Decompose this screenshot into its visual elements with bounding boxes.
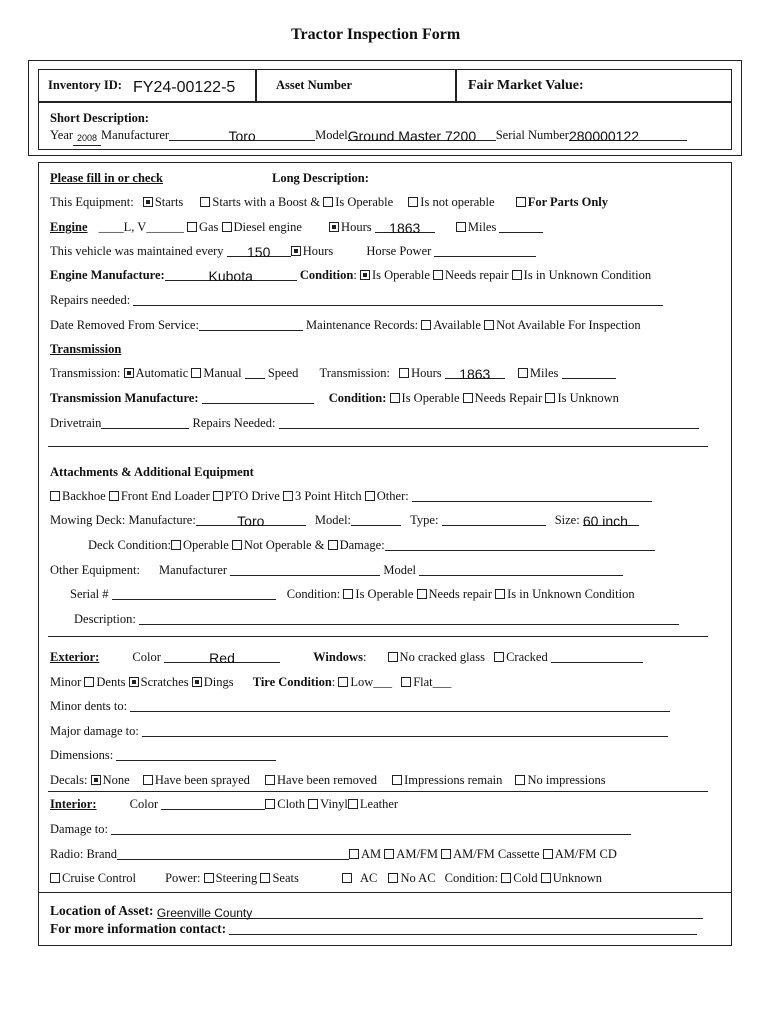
trans-hours-label: Hours bbox=[411, 366, 442, 380]
interior-condition-label: Condition: bbox=[444, 871, 499, 885]
inventory-value[interactable]: FY24-00122-5 bbox=[133, 79, 236, 96]
starts-checkbox[interactable] bbox=[143, 197, 153, 207]
starts-label: Starts bbox=[154, 195, 184, 209]
not-available-checkbox[interactable] bbox=[484, 320, 494, 330]
engine-manufacturer-value[interactable]: Kubota bbox=[165, 268, 297, 281]
engine-unknown-checkbox[interactable] bbox=[512, 270, 522, 280]
ac-checkbox[interactable] bbox=[342, 873, 352, 883]
other-manufacturer-input[interactable] bbox=[230, 563, 380, 576]
speed-input[interactable] bbox=[245, 366, 265, 379]
deck-type-input[interactable] bbox=[442, 513, 546, 526]
front-loader-label: Front End Loader bbox=[120, 489, 210, 503]
decals-row bbox=[50, 773, 606, 788]
attachments-heading: Attachments & Additional Equipment bbox=[50, 465, 254, 479]
radio-label: Radio: Brand bbox=[50, 847, 118, 861]
other-model-label: Model bbox=[383, 563, 416, 577]
trans-unknown-checkbox[interactable] bbox=[545, 393, 555, 403]
maintained-value[interactable]: 150 bbox=[227, 244, 291, 257]
boost-label: Starts with a Boost & bbox=[212, 195, 321, 209]
minor-label: Minor bbox=[50, 675, 82, 689]
exterior-color-label: Color bbox=[132, 650, 161, 664]
interior-row bbox=[50, 797, 398, 812]
no-impressions-label: No impressions bbox=[527, 773, 606, 787]
automatic-label: Automatic bbox=[135, 366, 189, 380]
amfm-cassette-label: AM/FM Cassette bbox=[453, 847, 540, 861]
dings-checkbox[interactable] bbox=[192, 677, 202, 687]
unknown-label: Unknown bbox=[552, 871, 603, 885]
impressions-remain-checkbox[interactable] bbox=[392, 775, 402, 785]
parts-only-label: For Parts Only bbox=[527, 195, 609, 209]
transmission-manufacturer-label: Transmission Manufacture: bbox=[50, 391, 199, 405]
engine-miles-checkbox[interactable] bbox=[456, 222, 466, 232]
diesel-checkbox[interactable] bbox=[222, 222, 232, 232]
deck-condition-row bbox=[88, 538, 655, 553]
section-divider-2 bbox=[48, 636, 708, 637]
am-label: AM bbox=[361, 847, 382, 861]
fmv-label: Fair Market Value: bbox=[468, 78, 584, 93]
other-input[interactable] bbox=[412, 489, 652, 502]
deck-model-input[interactable] bbox=[351, 513, 401, 526]
engine-hours-value[interactable]: 1863 bbox=[375, 220, 435, 233]
engine-row bbox=[50, 220, 543, 235]
pto-label: PTO Drive bbox=[224, 489, 280, 503]
flat-checkbox[interactable] bbox=[401, 677, 411, 687]
minor-dents-label: Minor dents to: bbox=[50, 699, 128, 713]
major-damage-label: Major damage to: bbox=[50, 724, 139, 738]
engine-needs-repair-label: Needs repair bbox=[445, 268, 509, 282]
cold-checkbox[interactable] bbox=[501, 873, 511, 883]
drivetrain-row bbox=[50, 416, 699, 431]
deck-type-label: Type: bbox=[410, 513, 439, 527]
serial-value[interactable]: 280000122 bbox=[569, 128, 687, 141]
model-value[interactable]: Ground Master 7200 bbox=[348, 128, 496, 141]
date-removed-input[interactable] bbox=[199, 318, 303, 331]
engine-unknown-label: Is in Unknown Condition bbox=[523, 268, 652, 282]
cracked-checkbox[interactable] bbox=[494, 652, 504, 662]
backhoe-checkbox[interactable] bbox=[50, 491, 60, 501]
asset-label: Asset Number bbox=[276, 78, 353, 92]
short-desc-row bbox=[50, 128, 687, 146]
other-unknown-checkbox[interactable] bbox=[495, 589, 505, 599]
cold-label: Cold bbox=[513, 871, 538, 885]
maint-hours-label: Hours bbox=[302, 244, 334, 258]
vinyl-label: Vinyl bbox=[320, 797, 348, 811]
not-available-label: Not Available For Inspection bbox=[496, 318, 641, 332]
engine-hours-checkbox[interactable] bbox=[329, 222, 339, 232]
amfm-checkbox[interactable] bbox=[384, 849, 394, 859]
three-point-label: 3 Point Hitch bbox=[294, 489, 362, 503]
transmission-condition-label: Condition: bbox=[328, 391, 387, 405]
date-removed-label: Date Removed From Service: bbox=[50, 318, 199, 332]
interior-color-input[interactable] bbox=[161, 797, 265, 810]
removed-label: Have been removed bbox=[277, 773, 377, 787]
damage-row bbox=[50, 822, 631, 837]
other-operable-label: Is Operable bbox=[355, 587, 414, 601]
deck-damage-label: Damage: bbox=[339, 538, 385, 552]
manual-checkbox[interactable] bbox=[191, 368, 201, 378]
other-equipment-label: Other Equipment: bbox=[50, 563, 140, 577]
horse-power-input[interactable] bbox=[434, 244, 536, 257]
low-checkbox[interactable] bbox=[338, 677, 348, 687]
model-label: Model bbox=[315, 128, 348, 142]
trans-needs-repair-checkbox[interactable] bbox=[463, 393, 473, 403]
short-desc-label: Short Description: bbox=[50, 111, 149, 125]
dents-label: Dents bbox=[96, 675, 126, 689]
engine-miles-input[interactable] bbox=[499, 220, 543, 233]
location-label: Location of Asset: bbox=[50, 903, 154, 918]
leather-checkbox[interactable] bbox=[348, 799, 358, 809]
other-serial-input[interactable] bbox=[112, 587, 276, 600]
amfm-label: AM/FM bbox=[396, 847, 438, 861]
transmission-row bbox=[50, 366, 616, 381]
other-description-input[interactable] bbox=[139, 612, 679, 625]
boost-checkbox[interactable] bbox=[200, 197, 210, 207]
vinyl-checkbox[interactable] bbox=[308, 799, 318, 809]
tire-condition-label: Tire Condition bbox=[252, 675, 332, 689]
interior-damage-label: Damage to: bbox=[50, 822, 108, 836]
dimensions-label: Dimensions: bbox=[50, 748, 114, 762]
maint-hours-checkbox[interactable] bbox=[291, 246, 301, 256]
engine-manufacturer-row: Engine Manufacture: Kubota Condition: Is Operable Needs repair Is in Unknown Condition bbox=[50, 268, 652, 284]
section-divider-3 bbox=[48, 791, 708, 792]
deck-not-operable-checkbox[interactable] bbox=[232, 540, 242, 550]
trans-repairs-label: Repairs Needed: bbox=[192, 416, 276, 430]
decals-none-label: None bbox=[102, 773, 130, 787]
dents-checkbox[interactable] bbox=[84, 677, 94, 687]
gas-label: Gas bbox=[198, 220, 219, 234]
parts-only-checkbox[interactable] bbox=[516, 197, 526, 207]
trans-miles-label: Miles bbox=[529, 366, 559, 380]
flat-label: Flat___ bbox=[413, 675, 452, 689]
other-needs-repair-label: Needs repair bbox=[428, 587, 493, 601]
removed-checkbox[interactable] bbox=[265, 775, 275, 785]
inventory-label: Inventory ID: bbox=[48, 78, 122, 92]
seats-checkbox[interactable] bbox=[260, 873, 270, 883]
decals-none-checkbox[interactable] bbox=[91, 775, 101, 785]
trans-hours-checkbox[interactable] bbox=[399, 368, 409, 378]
amfm-cassette-checkbox[interactable] bbox=[441, 849, 451, 859]
diesel-label: Diesel engine bbox=[233, 220, 302, 234]
trans-operable-checkbox[interactable] bbox=[390, 393, 400, 403]
backhoe-label: Backhoe bbox=[62, 489, 106, 503]
mowing-deck-row bbox=[50, 513, 639, 528]
year-value[interactable]: 2008 bbox=[73, 133, 101, 146]
drivetrain-label: Drivetrain bbox=[50, 416, 102, 430]
sprayed-label: Have been sprayed bbox=[154, 773, 250, 787]
cracked-input[interactable] bbox=[551, 650, 643, 663]
year-label: Year bbox=[50, 128, 74, 142]
impressions-remain-label: Impressions remain bbox=[404, 773, 503, 787]
trans-needs-repair-label: Needs Repair bbox=[474, 391, 543, 405]
deck-size-label: Size: bbox=[554, 513, 580, 527]
am-checkbox[interactable] bbox=[349, 849, 359, 859]
deck-condition-label: Deck Condition: bbox=[88, 538, 171, 552]
trans-hours-value[interactable]: 1863 bbox=[445, 366, 505, 379]
low-label: Low___ bbox=[350, 675, 393, 689]
other-description-label: Description: bbox=[74, 612, 136, 626]
manufacturer-value[interactable]: Toro bbox=[169, 128, 315, 141]
interior-heading: Interior: bbox=[50, 797, 97, 811]
deck-operable-label: Operable bbox=[182, 538, 229, 552]
contact-input[interactable] bbox=[229, 922, 697, 935]
manual-label: Manual bbox=[203, 366, 242, 380]
three-point-checkbox[interactable] bbox=[283, 491, 293, 501]
not-operable-checkbox[interactable] bbox=[408, 197, 418, 207]
deck-not-operable-label: Not Operable & bbox=[243, 538, 325, 552]
amfm-cd-checkbox[interactable] bbox=[543, 849, 553, 859]
operable-label: Is Operable bbox=[335, 195, 394, 209]
repairs-label: Repairs needed: bbox=[50, 293, 131, 307]
cracked-label: Cracked bbox=[506, 650, 548, 664]
gas-checkbox[interactable] bbox=[187, 222, 197, 232]
engine-condition-label: Condition bbox=[299, 268, 354, 282]
page-title: Tractor Inspection Form bbox=[291, 26, 461, 43]
other-model-input[interactable] bbox=[419, 563, 623, 576]
minor-dents-input[interactable] bbox=[130, 699, 670, 712]
available-checkbox[interactable] bbox=[421, 320, 431, 330]
engine-manufacturer-label: Engine Manufacture: bbox=[50, 268, 165, 282]
transmission-label-2: Transmission: bbox=[319, 366, 390, 380]
engine-lv: ____L, V______ bbox=[98, 220, 184, 234]
pto-checkbox[interactable] bbox=[213, 491, 223, 501]
available-label: Available bbox=[433, 318, 481, 332]
power-label: Power: bbox=[165, 871, 201, 885]
section-divider bbox=[48, 446, 708, 447]
no-ac-checkbox[interactable] bbox=[388, 873, 398, 883]
dimensions-input[interactable] bbox=[116, 748, 276, 761]
scratches-checkbox[interactable] bbox=[129, 677, 139, 687]
fill-label: Please fill in or check bbox=[50, 171, 163, 185]
no-ac-label: No AC bbox=[400, 871, 436, 885]
speed-label: Speed bbox=[267, 366, 299, 380]
engine-hours-label: Hours bbox=[341, 220, 372, 234]
trans-miles-checkbox[interactable] bbox=[518, 368, 528, 378]
deck-operable-checkbox[interactable] bbox=[171, 540, 181, 550]
footer-divider bbox=[38, 892, 732, 893]
other-condition-label: Condition: bbox=[286, 587, 341, 601]
radio-input[interactable] bbox=[117, 847, 349, 860]
other-label: Other: bbox=[376, 489, 409, 503]
sprayed-checkbox[interactable] bbox=[143, 775, 153, 785]
this-equipment-label: This Equipment: bbox=[50, 195, 134, 209]
automatic-checkbox[interactable] bbox=[124, 368, 134, 378]
trans-miles-input[interactable] bbox=[562, 366, 616, 379]
repairs-input[interactable] bbox=[133, 293, 663, 306]
decals-label: Decals: bbox=[50, 773, 88, 787]
seats-label: Seats bbox=[272, 871, 299, 885]
dings-label: Dings bbox=[203, 675, 234, 689]
not-operable-label: Is not operable bbox=[420, 195, 495, 209]
no-cracked-label: No cracked glass bbox=[399, 650, 485, 664]
no-cracked-checkbox[interactable] bbox=[388, 652, 398, 662]
dimensions-row bbox=[50, 748, 276, 763]
deck-damage-checkbox[interactable] bbox=[328, 540, 338, 550]
major-damage-input[interactable] bbox=[142, 724, 668, 737]
other-operable-checkbox[interactable] bbox=[343, 589, 353, 599]
transmission-manufacturer-input[interactable] bbox=[202, 391, 314, 404]
minor-dents-row bbox=[50, 699, 670, 714]
major-damage-row bbox=[50, 724, 668, 739]
maintained-label: This vehicle was maintained every bbox=[50, 244, 224, 258]
manufacturer-label: Manufacturer bbox=[101, 128, 170, 142]
amfm-cd-label: AM/FM CD bbox=[554, 847, 617, 861]
other-equipment-row bbox=[50, 563, 623, 578]
other-serial-label: Serial # bbox=[70, 587, 109, 601]
exterior-color-value[interactable]: Red bbox=[164, 650, 280, 663]
exterior-heading: Exterior: bbox=[50, 650, 100, 664]
interior-color-label: Color bbox=[129, 797, 159, 811]
leather-label: Leather bbox=[359, 797, 399, 811]
repairs-row bbox=[50, 293, 663, 308]
transmission-heading: Transmission bbox=[50, 342, 122, 356]
engine-operable-label: Is Operable bbox=[371, 268, 430, 282]
attachments-row bbox=[50, 489, 652, 504]
windows-label: Windows bbox=[313, 650, 363, 664]
maintenance-row bbox=[50, 244, 536, 259]
contact-row bbox=[50, 921, 697, 937]
cruise-checkbox[interactable] bbox=[50, 873, 60, 883]
deck-manufacturer-value[interactable]: Toro bbox=[196, 513, 306, 526]
mowing-deck-label: Mowing Deck: Manufacture: bbox=[50, 513, 196, 527]
cruise-row bbox=[50, 871, 602, 886]
trans-repairs-input[interactable] bbox=[279, 416, 699, 429]
contact-label: For more information contact: bbox=[50, 921, 227, 936]
drivetrain-input[interactable] bbox=[101, 416, 189, 429]
engine-operable-checkbox[interactable] bbox=[360, 270, 370, 280]
operable-checkbox[interactable] bbox=[323, 197, 333, 207]
other-manufacturer-label: Manufacturer bbox=[159, 563, 228, 577]
front-loader-checkbox[interactable] bbox=[109, 491, 119, 501]
transmission-manufacturer-row bbox=[50, 391, 619, 406]
scratches-label: Scratches bbox=[140, 675, 189, 689]
trans-operable-label: Is Operable bbox=[401, 391, 460, 405]
cloth-checkbox[interactable] bbox=[265, 799, 275, 809]
ac-label: AC bbox=[359, 871, 378, 885]
other-checkbox[interactable] bbox=[365, 491, 375, 501]
engine-label: Engine bbox=[50, 220, 88, 234]
trans-unknown-label: Is Unknown bbox=[557, 391, 619, 405]
deck-size-value[interactable]: 60 inch bbox=[583, 513, 639, 526]
deck-damage-input[interactable] bbox=[385, 538, 655, 551]
maint-records-label: Maintenance Records: bbox=[306, 318, 419, 332]
unknown-checkbox[interactable] bbox=[541, 873, 551, 883]
transmission-label: Transmission: bbox=[50, 366, 121, 380]
other-unknown-label: Is in Unknown Condition bbox=[507, 587, 635, 601]
date-removed-row bbox=[50, 318, 641, 333]
location-value[interactable]: Greenville County bbox=[157, 906, 703, 919]
serial-label: Serial Number bbox=[495, 128, 569, 142]
exterior-row: Exterior: Color Red Windows: No cracked glass Cracked bbox=[50, 650, 643, 665]
engine-needs-repair-checkbox[interactable] bbox=[433, 270, 443, 280]
steering-checkbox[interactable] bbox=[204, 873, 214, 883]
interior-damage-input[interactable] bbox=[111, 822, 631, 835]
cloth-label: Cloth bbox=[277, 797, 306, 811]
engine-miles-label: Miles bbox=[467, 220, 497, 234]
long-desc-label: Long Description: bbox=[272, 171, 369, 185]
horse-power-label: Horse Power bbox=[366, 244, 432, 258]
other-needs-repair-checkbox[interactable] bbox=[417, 589, 427, 599]
description-row bbox=[74, 612, 679, 627]
no-impressions-checkbox[interactable] bbox=[515, 775, 525, 785]
cruise-label: Cruise Control bbox=[62, 871, 136, 885]
location-row bbox=[50, 903, 703, 919]
minor-row: Minor Dents Scratches Dings Tire Condition: Low___ Flat___ bbox=[50, 675, 452, 689]
deck-model-label: Model: bbox=[314, 513, 352, 527]
radio-row bbox=[50, 847, 617, 862]
serial-condition-row bbox=[70, 587, 635, 602]
equipment-row bbox=[50, 195, 608, 210]
steering-label: Steering bbox=[215, 871, 258, 885]
